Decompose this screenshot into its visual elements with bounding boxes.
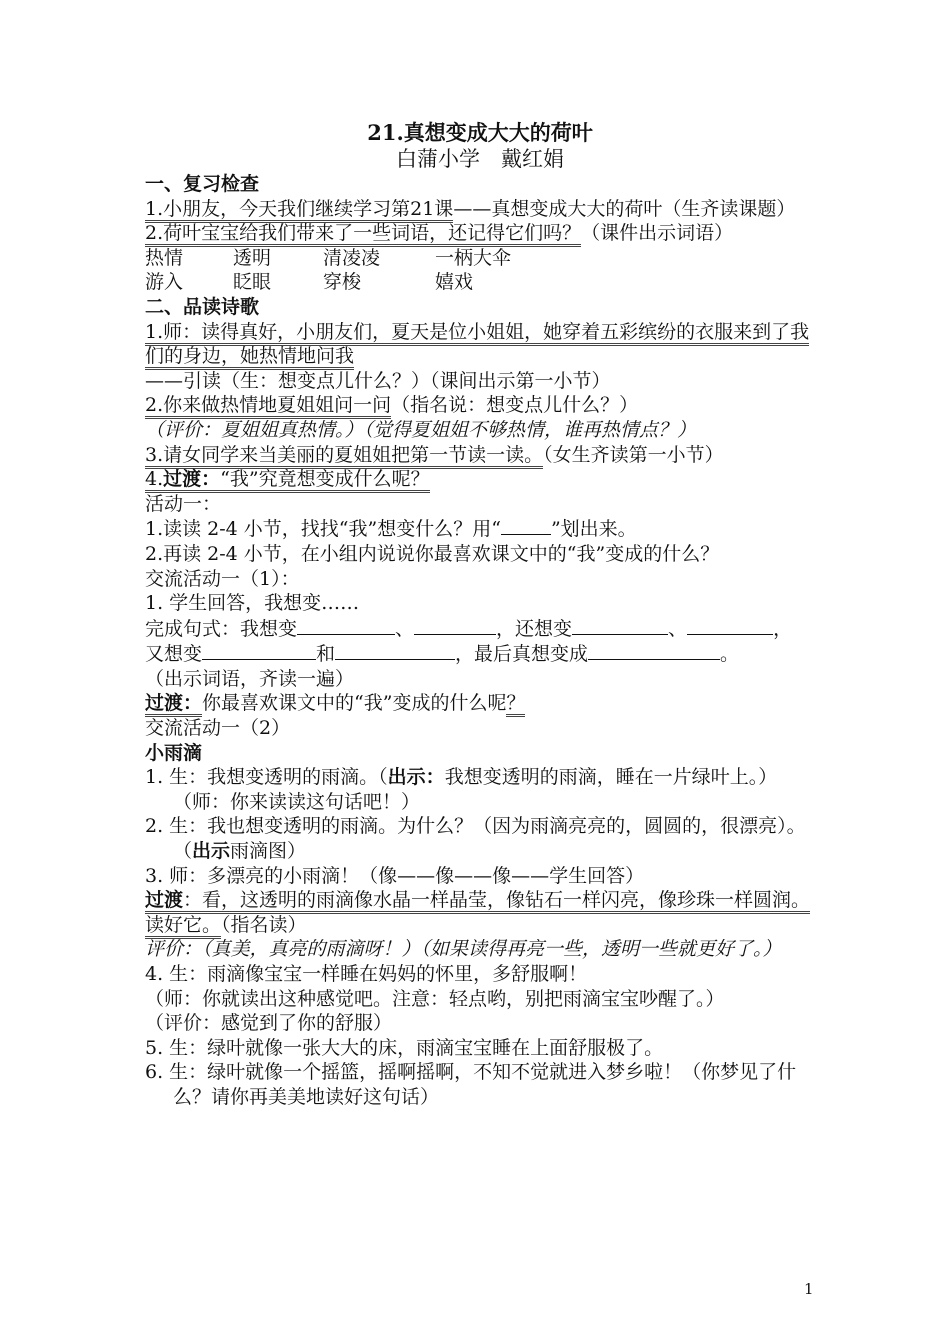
fill-blank — [202, 641, 316, 660]
raindrop-answer-1: 1. 生：我想变透明的雨滴。（出示：我想变透明的雨滴，睡在一片绿叶上。）（师：你来读读这句话吧！） — [145, 766, 778, 813]
fill-blank — [588, 641, 720, 660]
teacher-evaluation-4: （评价：感觉到了你的舒服） — [145, 1012, 393, 1035]
raindrop-answer-4: 4. 生：雨滴像宝宝一样睡在妈妈的怀里，多舒服啊！ — [145, 963, 588, 985]
reading-paragraph-2: 2.你来做热情地夏姐姐问一问（指名说：想变点儿什么？） — [145, 393, 815, 418]
raindrop-answer-2: 2. 生：我也想变透明的雨滴。为什么？（因为雨滴亮亮的，圆圆的，很漂亮）。（出示雨滴图） — [145, 815, 806, 863]
exchange-activity-1: 交流活动一（1）： — [145, 567, 300, 590]
transition-line: 过渡：你最喜欢课文中的“我”变成的什么呢？ — [145, 691, 815, 716]
section-heading-reading: 二、品读诗歌 — [145, 295, 260, 318]
teacher-evaluation-1: （评价：夏姐姐真热情。）（觉得夏姐姐不够热情，谁再热情点？） — [145, 418, 697, 441]
activity-one-label: 活动一： — [145, 492, 222, 515]
reading-paragraph-4: 4.过渡：“我”究竟想变成什么呢？ — [145, 467, 815, 492]
raindrop-answer-5: 5. 生：绿叶就像一张大大的床，雨滴宝宝睡在上面舒服极了。 — [145, 1036, 664, 1059]
page-number: 1 — [804, 1280, 814, 1298]
lesson-title: 21.真想变成大大的荷叶 — [367, 120, 593, 145]
activity-one-step-2: 2.再读 2-4 小节，在小组内说说你最喜欢课文中的“我”变成的什么？ — [145, 542, 720, 565]
document-page — [145, 120, 815, 1110]
review-paragraph-2: 2.荷叶宝宝给我们带来了一些词语，还记得它们吗？（课件出示词语） — [145, 221, 815, 246]
author-line: 白蒲小学 戴红娟 — [396, 147, 564, 171]
section-heading-review: 一、复习检查 — [145, 173, 260, 195]
underline-blank — [501, 516, 551, 535]
raindrop-answer-6: 6. 生：绿叶就像一个摇篮，摇啊摇啊，不知不觉就进入梦乡啦！（你梦见了什么？请你再美美地读好这句话） — [145, 1061, 797, 1108]
fill-blank — [687, 616, 773, 635]
fill-blank — [335, 641, 455, 660]
reading-paragraph-1: 1.师：读得真好，小朋友们，夏天是位小姐姐，她穿着五彩缤纷的衣服来到了我们的身边，她热情地问我——引读（生：想变点儿什么？）（课间出示第一小节） — [145, 320, 810, 392]
exchange-answer-1: 1. 学生回答，我想变…… — [145, 592, 360, 615]
fill-blank — [414, 616, 496, 635]
fill-blank — [297, 616, 395, 635]
vocab-row-1: 热情 透明 清凌凌 一柄大伞 — [145, 246, 512, 269]
sentence-pattern-note: （出示词语，齐读一遍） — [145, 667, 355, 690]
activity-one-step-1: 1.读读 2-4 小节，找找“我”想变什么？用“ ”划出来。 — [145, 518, 637, 541]
reading-paragraph-3: 3.请女同学来当美丽的夏姐姐把第一节读一读。（女生齐读第一小节） — [145, 443, 815, 468]
fill-blank — [572, 616, 668, 635]
sentence-pattern-line-2: 又想变 和 ，最后真想变成 。 — [145, 643, 740, 666]
exchange-activity-2: 交流活动一（2） — [145, 717, 291, 740]
vocab-row-2: 游入 眨眼 穿梭 嬉戏 — [145, 271, 474, 294]
sentence-pattern-line-1: 完成句式：我想变 、 ，还想变 、 ， — [145, 617, 793, 640]
review-paragraph-1: 1.小朋友，今天我们继续学习第21课——真想变成大大的荷叶（生齐读课题） — [145, 197, 815, 222]
teacher-remark-4: （师：你就读出这种感觉吧。注意：轻点哟，别把雨滴宝宝吵醒了。） — [145, 987, 725, 1010]
raindrop-answer-3: 3. 师：多漂亮的小雨滴！（像——像——像——学生回答） — [145, 864, 645, 887]
teacher-evaluation-2: 评价：（真美，真亮的雨滴呀！）（如果读得再亮一些，透明一些就更好了。） — [145, 938, 782, 961]
subheading-raindrop: 小雨滴 — [145, 741, 203, 764]
transition-line-2: 过渡：看，这透明的雨滴像水晶一样晶莹，像钻石一样闪亮，像珍珠一样圆润。读好它。（指名读） — [145, 888, 815, 937]
